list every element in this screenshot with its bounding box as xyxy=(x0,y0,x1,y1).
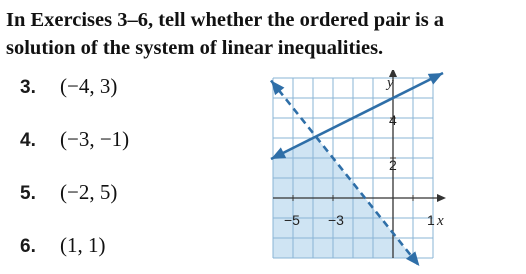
solution-region xyxy=(273,137,413,258)
ordered-pair: (−2, 5) xyxy=(60,180,118,204)
exercise-number: 6. xyxy=(20,236,36,257)
exercise-6 xyxy=(20,233,106,259)
exercise-4 xyxy=(20,127,129,153)
ordered-pair: (−4, 3) xyxy=(60,74,118,98)
y-tick-label: 2 xyxy=(389,157,397,173)
ordered-pair: (−3, −1) xyxy=(60,127,130,151)
y-axis-label: y xyxy=(387,75,394,91)
solid-boundary-line xyxy=(271,73,443,159)
x-tick-label: 1 xyxy=(427,212,435,228)
exercise-5 xyxy=(20,180,117,206)
x-axis-label: x xyxy=(437,213,444,229)
exercise-number: 5. xyxy=(20,183,36,204)
ordered-pair: (1, 1) xyxy=(60,233,106,257)
y-tick-label: 4 xyxy=(389,112,397,128)
inequality-graph xyxy=(266,70,450,266)
x-tick-label: −5 xyxy=(284,212,300,228)
exercise-instructions: In Exercises 3–6, tell whether the ordered pair is a solution of the system of linear inequalities. xyxy=(6,9,445,59)
exercise-3 xyxy=(20,74,117,100)
exercise-number: 3. xyxy=(20,77,36,98)
x-tick-label: −3 xyxy=(328,212,344,228)
x-axis-arrowhead xyxy=(437,194,446,202)
exercise-number: 4. xyxy=(20,130,36,151)
